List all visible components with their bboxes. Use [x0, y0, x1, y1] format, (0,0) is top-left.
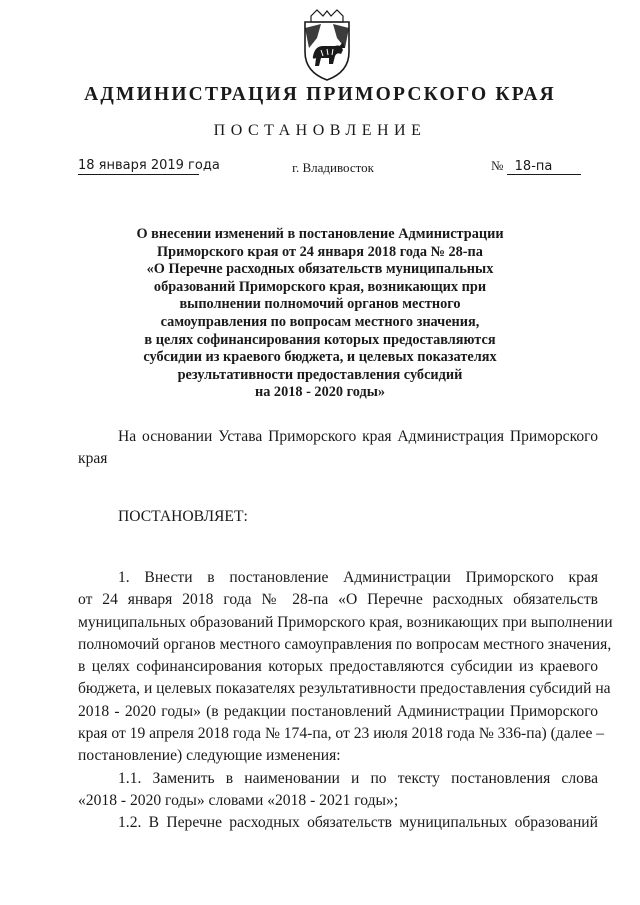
heading-line: в целях софинансирования которых предоставляются — [144, 331, 496, 348]
paragraph-line: 2018 - 2020 годы» (в редакции постановлений Администрации Приморского — [78, 702, 598, 720]
resolves-heading: ПОСТАНОВЛЯЕТ: — [118, 508, 248, 525]
paragraph-line: муниципальных образований Приморского края, возникающих при выполнении — [78, 613, 613, 631]
document-date: 18 января 2019 года — [78, 158, 220, 173]
basis-line: На основании Устава Приморского края Администрация Приморского — [118, 428, 598, 445]
number-value: 18-па — [507, 159, 581, 175]
heading-line: выполнении полномочий органов местного — [179, 296, 461, 313]
subparagraph-line: 1.2. В Перечне расходных обязательств муниципальных образований — [118, 814, 598, 832]
heading-line: на 2018 - 2020 годы» — [254, 384, 386, 401]
heading-line: Приморского края от 24 января 2018 года № 28-па — [157, 243, 483, 260]
paragraph-line: бюджета, и целевых показателях результативности предоставления субсидий на — [78, 680, 611, 698]
document-heading — [92, 226, 548, 402]
number-prefix: № — [491, 158, 504, 173]
paragraph-line: в целях софинансирования которых предоставляются субсидии из краевого — [78, 658, 598, 676]
subparagraph-line: «2018 - 2020 годы» словами «2018 - 2021 годы»; — [78, 791, 399, 809]
basis-line: края — [78, 450, 108, 468]
document-type: ПОСТАНОВЛЕНИЕ — [213, 122, 427, 139]
heading-line: результативности предоставления субсидий — [177, 366, 463, 383]
paragraph-line: края от 19 апреля 2018 года № 174-па, от 23 июля 2018 года № 336-па) (далее – — [78, 725, 605, 743]
heading-line: субсидии из краевого бюджета, и целевых показателях — [143, 349, 497, 366]
coat-of-arms-icon — [297, 8, 357, 82]
paragraph-1 — [78, 567, 613, 835]
organization-title: АДМИНИСТРАЦИЯ ПРИМОРСКОГО КРАЯ — [84, 84, 556, 105]
heading-line: самоуправления по вопросам местного значения, — [160, 313, 480, 330]
basis-paragraph — [78, 426, 598, 471]
paragraph-line: 1. Внести в постановление Администрации Приморского края — [118, 569, 598, 586]
subparagraph-line: 1.1. Заменить в наименовании и по тексту постановления слова — [118, 769, 598, 787]
heading-line: О внесении изменений в постановление Администрации — [136, 226, 504, 242]
heading-line: «О Перечне расходных обязательств муниципальных — [146, 261, 494, 278]
paragraph-line: от 24 января 2018 года № 28-па «О Перечне расходных обязательств — [78, 591, 598, 609]
document-city: г. Владивосток — [292, 160, 374, 175]
document-number — [491, 158, 581, 175]
paragraph-line: постановление) следующие изменения: — [78, 747, 341, 765]
heading-line: образований Приморского края, возникающих при — [153, 278, 487, 295]
paragraph-line: полномочий органов местного самоуправления по вопросам местного значения, — [78, 635, 612, 653]
